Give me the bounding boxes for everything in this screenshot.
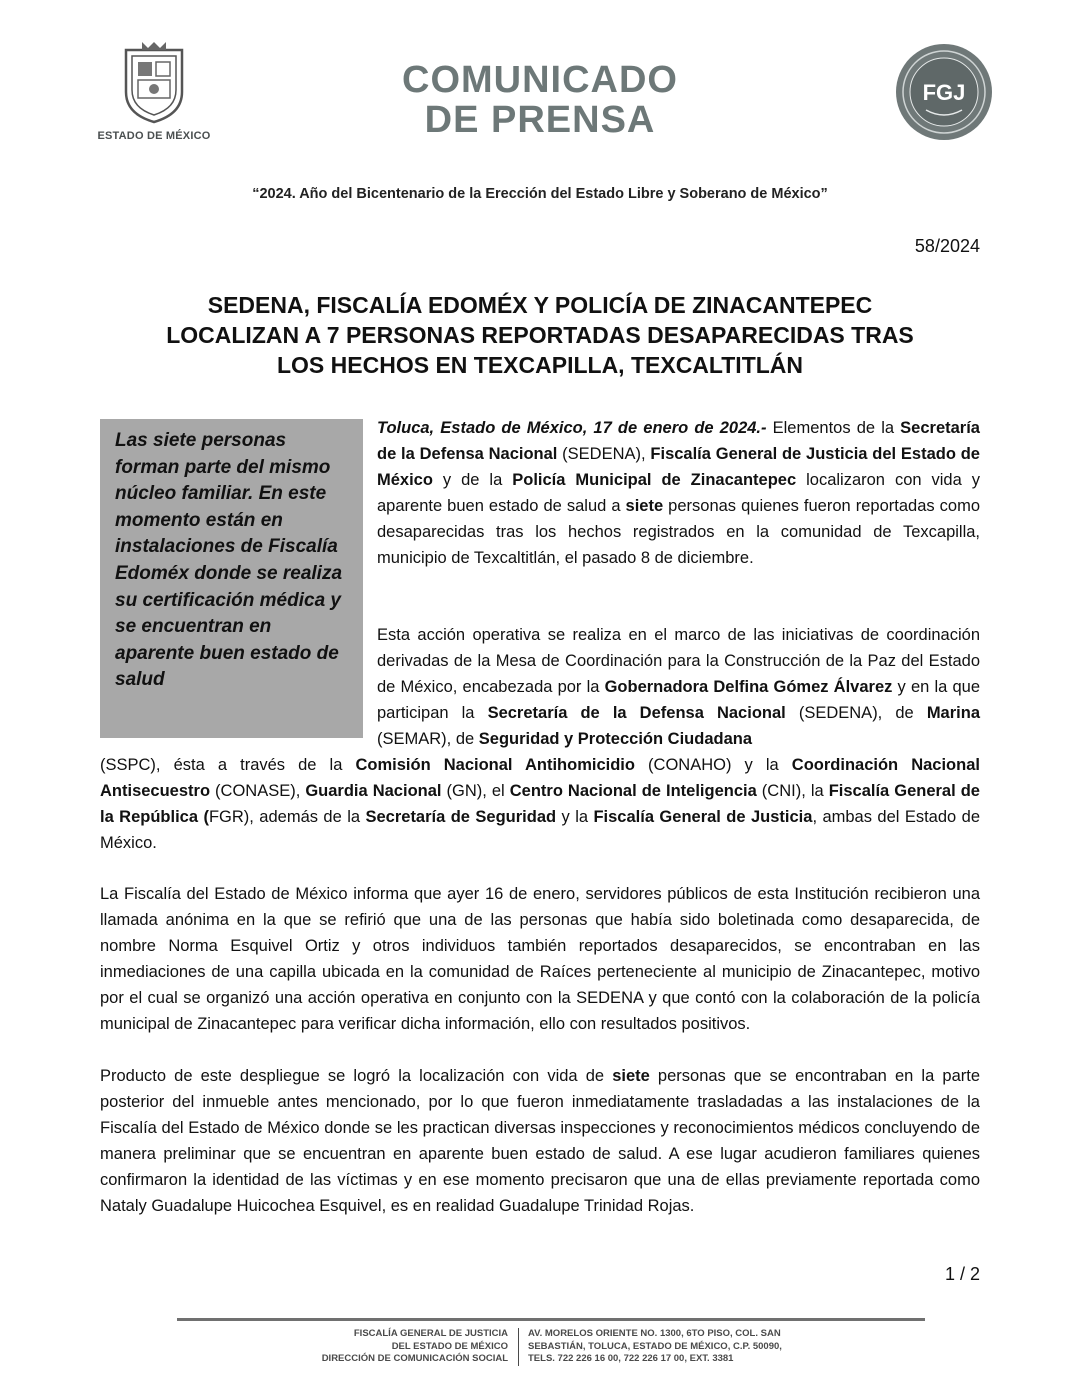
text-run: (GN), el (441, 782, 510, 800)
footer-address (528, 1328, 848, 1366)
text-run: (SEDENA), de (785, 704, 927, 722)
paragraph-3: La Fiscalía del Estado de México informa que ayer 16 de enero, servidores públicos de esta Institución recibieron una llamada anónima en la que se refirió que una de las personas que había sido boletinada como desaparecida, de nombre Norma Esquivel Ortiz y otros individuos también reportados desaparecidos, se encontraban en las inmediaciones de una capilla ubicada en la comunidad de Raíces perteneciente al municipio de Zinacantepec, motivo por el cual se organizó una acción operativa en conjunto con la SEDENA y que contó con la colaboración de la policía municipal de Zinacantepec para verificar dicha información, ello con resultados positivos. (100, 885, 980, 1033)
bold-run: Seguridad y Protección Ciudadana (478, 730, 753, 748)
headline-line-2: LOCALIZAN A 7 PERSONAS REPORTADAS DESAPARECIDAS TRAS (166, 322, 914, 348)
text-run: y de la (432, 471, 513, 489)
text-run: personas que se encontraban en la parte posterior del inmueble antes mencionado, por lo que fueron inmediatamente trasladadas a las instalaciones de la Fiscalía del Estado de México donde se les practican diversas inspecciones y reconocimientos médicos concluyendo de manera preliminar que se encuentran en aparente buen estado de salud. A ese lugar acudieron familiares quienes confirmaron la identidad de las víctimas y en ese momento precisaron que una de ellas previamente reportada como Nataly Guadalupe Huicochea Esquivel, es en realidad Guadalupe Trinidad Rojas. (100, 1067, 981, 1215)
footer-right-line-2: SEBASTIÁN, TOLUCA, ESTADO DE MÉXICO, C.P. 50090, (528, 1340, 782, 1352)
footer-separator (518, 1328, 519, 1366)
estado-de-mexico-caption: ESTADO DE MÉXICO (97, 130, 211, 142)
bold-run: siete (612, 1067, 650, 1085)
text-run: FGR), además de la (208, 808, 366, 826)
bold-run: Marina (926, 704, 980, 722)
footer-left-line-1: FISCALÍA GENERAL DE JUSTICIA (353, 1328, 508, 1339)
press-release-title (360, 60, 720, 140)
text-run: Producto de este despliegue se logró la localización con vida de (100, 1067, 613, 1085)
title-line-1: COMUNICADO (402, 59, 678, 101)
footer-divider (177, 1318, 925, 1321)
bold-run: Coordinación Nacional Antisecuestro (100, 756, 980, 800)
text-run: , ambas del Estado de México. (100, 808, 980, 852)
fgj-seal-icon (894, 42, 994, 142)
bold-run: Fiscalía General de la República ( (100, 782, 980, 826)
year-motto: “2024. Año del Bicentenario de la Erección del Estado Libre y Soberano de México” (252, 186, 828, 202)
text-run: y en la que participan la (377, 678, 980, 722)
headline (100, 290, 980, 380)
highlight-box (100, 419, 363, 738)
bulletin-number: 58/2024 (914, 236, 980, 256)
text-run: personas quienes fueron reportadas como desaparecidas tras los hechos registrados en la comunidad de Texcapilla, municipio de Texcaltitlán, el pasado 8 de diciembre. (377, 497, 980, 567)
text-run: Esta acción operativa se realiza en el marco de las iniciativas de coordinación derivadas de la Mesa de Coordinación para la Construcción de la Paz del Estado de México, encabezada por la (377, 626, 980, 696)
bold-run: siete (625, 497, 664, 515)
text-run: (CNI), la (756, 782, 829, 800)
paragraph-1 (377, 415, 980, 571)
headline-line-1: SEDENA, FISCALÍA EDOMÉX Y POLICÍA DE ZINACANTEPEC (207, 292, 873, 318)
bold-run: Policía Municipal de Zinacantepec (512, 471, 797, 489)
headline-line-3: LOS HECHOS EN TEXCAPILLA, TEXCALTITLÁN (276, 352, 804, 378)
title-line-2: DE PRENSA (424, 99, 656, 141)
bold-run: Secretaría de la Defensa Nacional (487, 704, 786, 722)
coat-of-arms-icon (118, 40, 190, 124)
text-run: y la (556, 808, 594, 826)
dateline: Toluca, Estado de México, 17 de enero de 2024.- (377, 419, 767, 437)
estado-de-mexico-logo (95, 40, 213, 144)
bold-run: Fiscalía General de Justicia (593, 808, 813, 826)
footer-left-line-3: DIRECCIÓN DE COMUNICACIÓN SOCIAL (321, 1353, 508, 1364)
bold-run: Secretaría de Seguridad (365, 808, 557, 826)
paragraph-2-upper (377, 622, 980, 752)
page-number: 1 / 2 (944, 1264, 980, 1284)
footer-right-line-1: AV. MORELOS ORIENTE NO. 1300, 6TO PISO, COL. SAN (528, 1328, 781, 1339)
bold-run: Guardia Nacional (305, 782, 442, 800)
text-run: (CONASE), (210, 782, 306, 800)
bold-run: Centro Nacional de Inteligencia (509, 782, 757, 800)
bold-run: Comisión Nacional Antihomicidio (355, 756, 635, 774)
text-run: localizaron con vida y aparente buen estado de salud a (377, 471, 980, 515)
footer-right-line-3: TELS. 722 226 16 00, 722 226 17 00, EXT. 3381 (528, 1353, 734, 1364)
bold-run: Fiscalía General de Justicia del Estado de México (377, 445, 980, 489)
bold-run: Secretaría de la Defensa Nacional (377, 419, 980, 463)
text-run: (SEDENA), (557, 445, 651, 463)
text-run: (SSPC), ésta a través de la (100, 756, 356, 774)
footer-institution (250, 1328, 508, 1366)
highlight-text: Las siete personas forman parte del mismo núcleo familiar. En este momento están en instalaciones de Fiscalía Edoméx donde se realiza su certificación médica y se encuentran en aparente buen estado de salud (115, 430, 343, 691)
text-run: (CONAHO) y la (634, 756, 792, 774)
text-run: (SEMAR), de (377, 730, 479, 748)
bold-run: Gobernadora Delfina Gómez Álvarez (604, 678, 893, 696)
fgj-logo (894, 42, 994, 142)
footer-left-line-2: DEL ESTADO DE MÉXICO (391, 1340, 508, 1352)
fgj-logo-text: FGJ (922, 80, 966, 105)
text-run: Elementos de la (766, 419, 901, 437)
paragraph-2-lower (100, 752, 980, 856)
paragraph-4 (100, 1063, 980, 1219)
